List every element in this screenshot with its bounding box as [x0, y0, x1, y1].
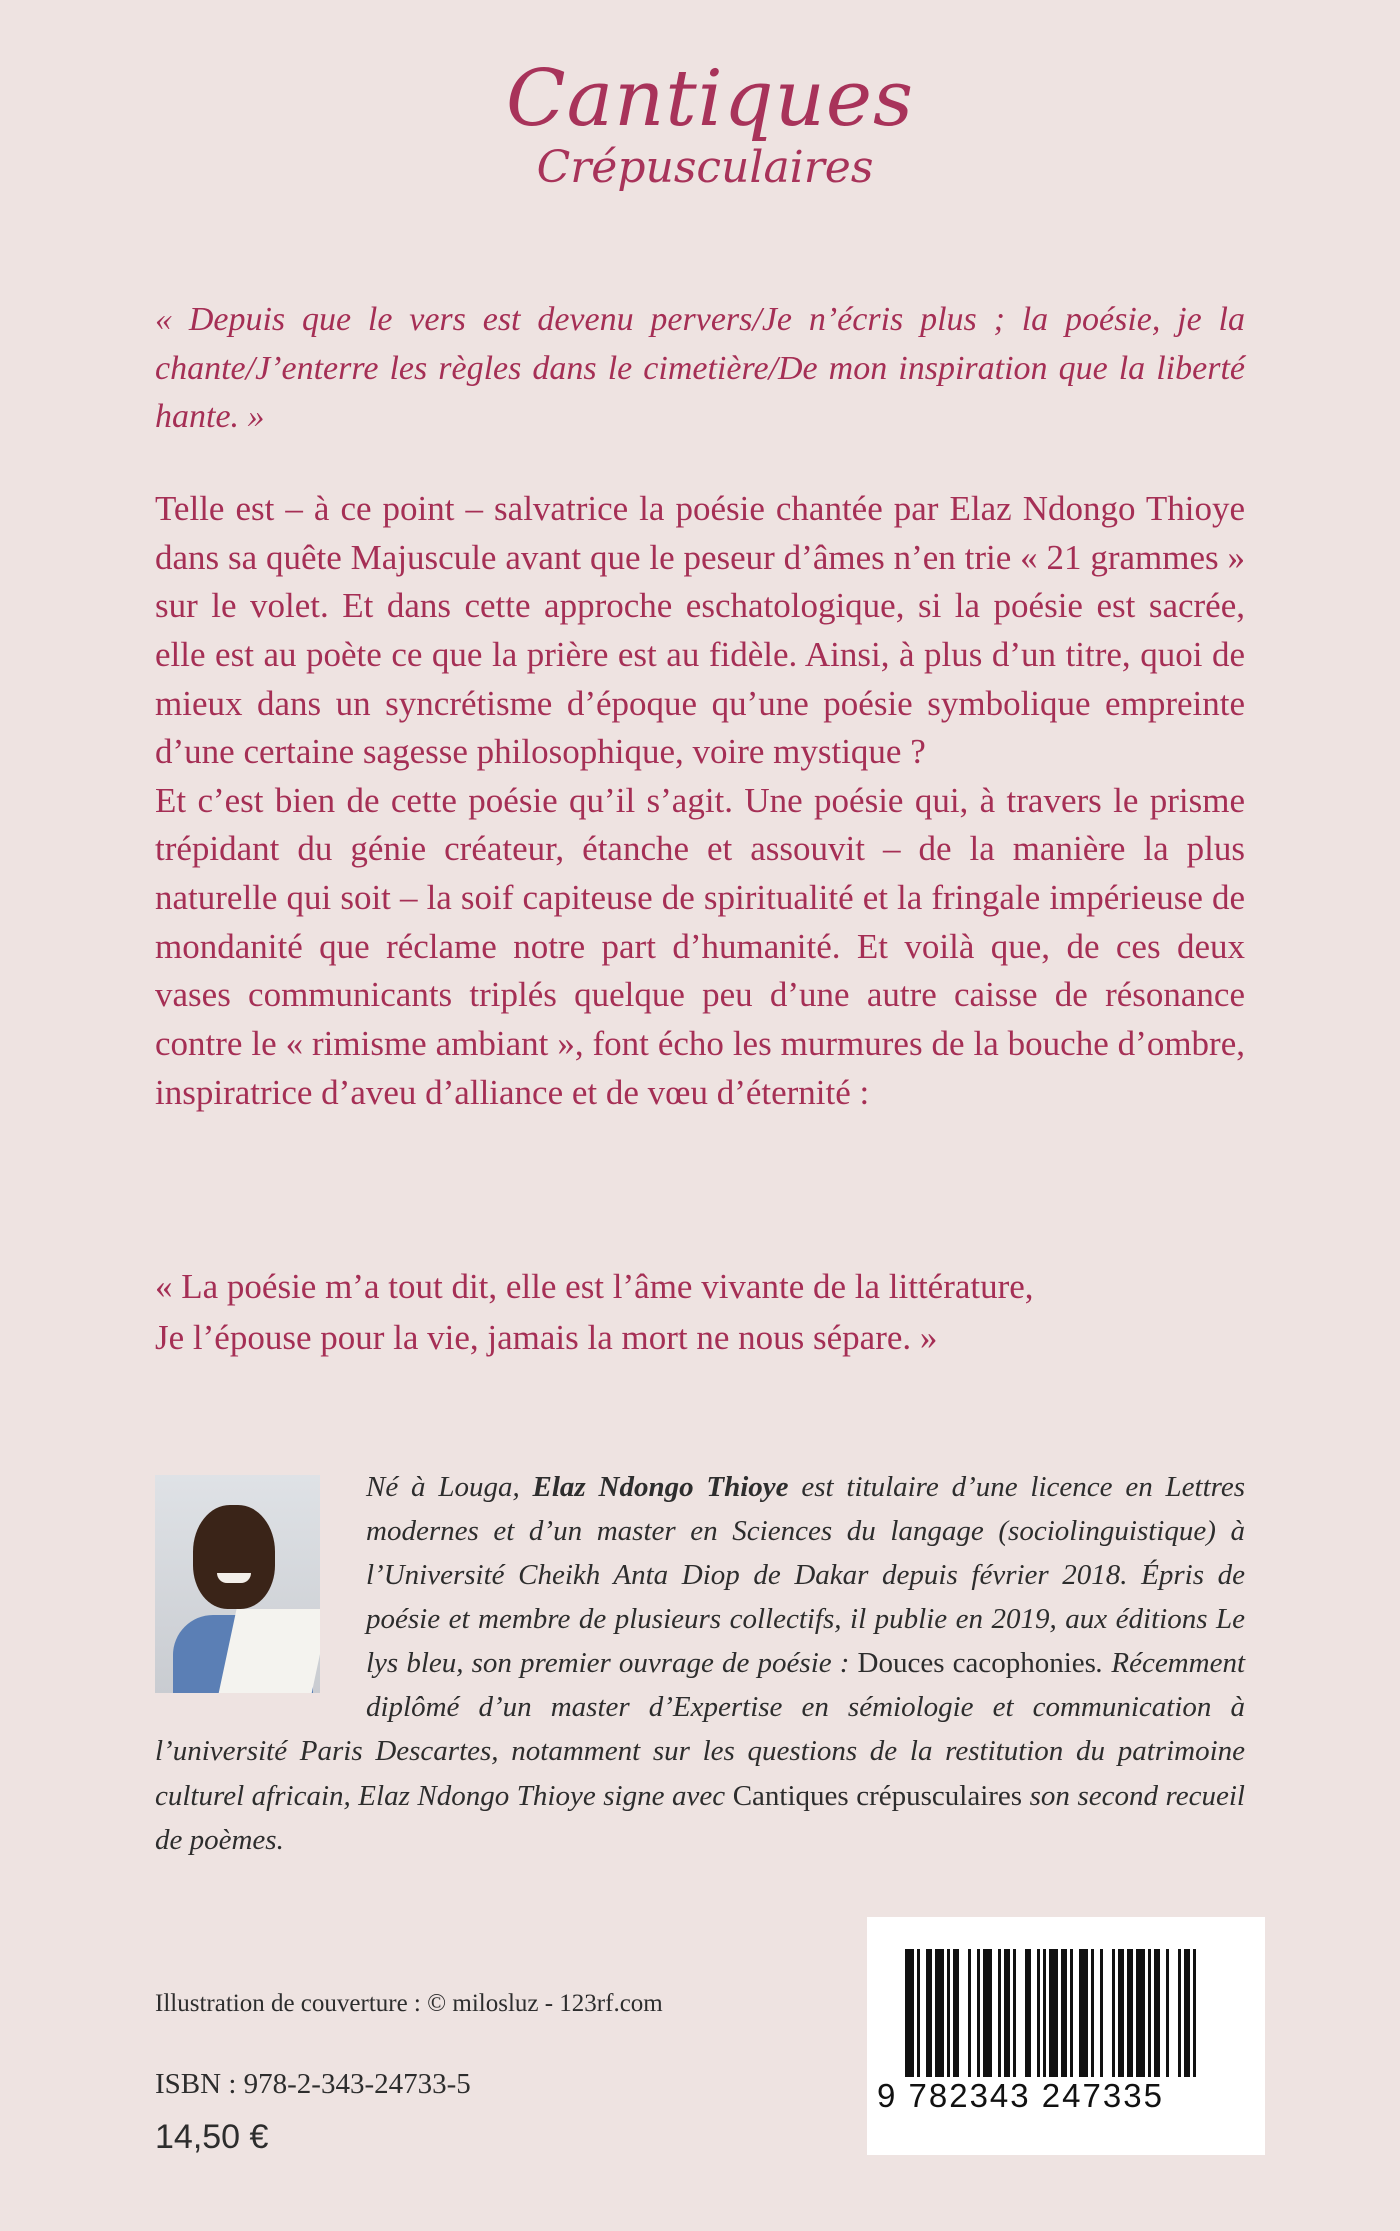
barcode-bar: [1004, 1949, 1010, 2077]
barcode-bar: [947, 1949, 950, 2077]
author-photo: [155, 1475, 320, 1693]
quote-line-2: Je l’épouse pour la vie, jamais la mort ne nous sépare. »: [155, 1317, 938, 1357]
quote-line-1: « La poésie m’a tout dit, elle est l’âme vivante de la littérature,: [155, 1267, 1034, 1306]
back-cover-text: [155, 485, 1245, 1117]
barcode-bar: [1178, 1949, 1181, 2077]
barcode-bar: [1070, 1949, 1073, 2077]
barcode-bar: [1025, 1949, 1031, 2077]
barcode-bar: [998, 1949, 1001, 2077]
barcode-bar: [1166, 1949, 1169, 2077]
bio-text-3: . Récemment diplômé d’un master d’Expertise en sémiologie et communication à l’université Paris Descartes, notamment sur les questions de la restitution du patrimoine culturel africain, Elaz Ndongo Thioye signe avec: [155, 1647, 1245, 1812]
barcode-bar: [917, 1949, 920, 2077]
bio-text-2: est titulaire d’une licence en Lettres modernes et d’un master en Sciences du langage (sociolinguistique) à l’Université Cheikh Anta Diop de Dakar depuis février 2018. Épris de poésie et membre de plusieurs collectifs, il publie en 2019, aux éditions Le lys bleu, son premier ouvrage de poésie :: [366, 1471, 1245, 1680]
bio-text-1: Né à Louga,: [366, 1471, 533, 1503]
barcode-bar: [1118, 1949, 1124, 2077]
barcode-bar: [935, 1949, 944, 2077]
barcode-bar: [1043, 1949, 1046, 2077]
title-sub: Crépusculaires: [536, 142, 874, 193]
epigraph: « Depuis que le vers est devenu pervers/Je n’écris plus ; la poésie, je la chante/J’enterre les règles dans le cimetière/De mon inspiration que la liberté hante. »: [155, 301, 1245, 436]
barcode-bar: [1091, 1949, 1094, 2077]
barcode-bar: [1013, 1949, 1016, 2077]
paragraph-1: Telle est – à ce point – salvatrice la poésie chantée par Elaz Ndongo Thioye dans sa quête Majuscule avant que le peseur d’âmes n’en trie « 21 grammes » sur le volet. Et dans cette approche eschatologique, si la poésie est sacrée, elle est au poète ce que la prière est au fidèle. Ainsi, à plus d’un titre, quoi de mieux dans un syncrétisme d’époque qu’une poésie symbolique empreinte d’une certaine sagesse philosophique, voire mystique ?: [155, 489, 1245, 772]
first-book-title: Douces cacophonies: [857, 1647, 1096, 1680]
barcode-bar: [1148, 1949, 1151, 2077]
barcode-bar: [1112, 1949, 1115, 2077]
barcode-bars: [867, 1917, 1265, 2087]
second-book-title: Cantiques crépusculaires: [732, 1779, 1023, 1812]
barcode-bar: [1061, 1949, 1067, 2077]
book-title: [0, 54, 1400, 193]
barcode-bar: [905, 1949, 914, 2077]
isbn: ISBN : 978-2-343-24733-5: [155, 2068, 471, 2100]
barcode-bar: [1079, 1949, 1088, 2077]
price: 14,50 €: [155, 2118, 269, 2156]
barcode-bar: [1100, 1949, 1103, 2077]
barcode: [867, 1917, 1265, 2155]
barcode-bar: [1184, 1949, 1190, 2077]
closing-quote: [155, 1262, 1245, 1364]
author-bio: [155, 1465, 1245, 1862]
barcode-bar: [953, 1949, 959, 2077]
title-main: Cantiques: [505, 54, 915, 144]
author-name: Elaz Ndongo Thioye: [532, 1471, 789, 1503]
barcode-bar: [1037, 1949, 1040, 2077]
bio-text-4: son second recueil de poèmes.: [155, 1779, 1245, 1856]
barcode-bar: [1136, 1949, 1145, 2077]
barcode-bar: [977, 1949, 980, 2077]
barcode-bar: [968, 1949, 971, 2077]
paragraph-2: Et c’est bien de cette poésie qu’il s’agit. Une poésie qui, à travers le prisme trépidant du génie créateur, étanche et assouvit – de la manière la plus naturelle qui soit – la soif capiteuse de spiritualité et la fringale impérieuse de mondanité que réclame notre part d’humanité. Et voilà que, de ces deux vases communicants triplés quelque peu d’une autre caisse de résonance contre le « rimisme ambiant », font écho les murmures de la bouche d’ombre, inspiratrice d’aveu d’alliance et de vœu d’éternité :: [155, 780, 1245, 1112]
illustration-credit: Illustration de couverture : © milosluz - 123rf.com: [155, 1990, 663, 2017]
barcode-bar: [1154, 1949, 1160, 2077]
barcode-bar: [1049, 1949, 1058, 2077]
barcode-bar: [983, 1949, 992, 2077]
barcode-bar: [1193, 1949, 1196, 2077]
barcode-digits: 9 782343 247335: [877, 2077, 1164, 2114]
barcode-bar: [926, 1949, 932, 2077]
barcode-bar: [1127, 1949, 1133, 2077]
